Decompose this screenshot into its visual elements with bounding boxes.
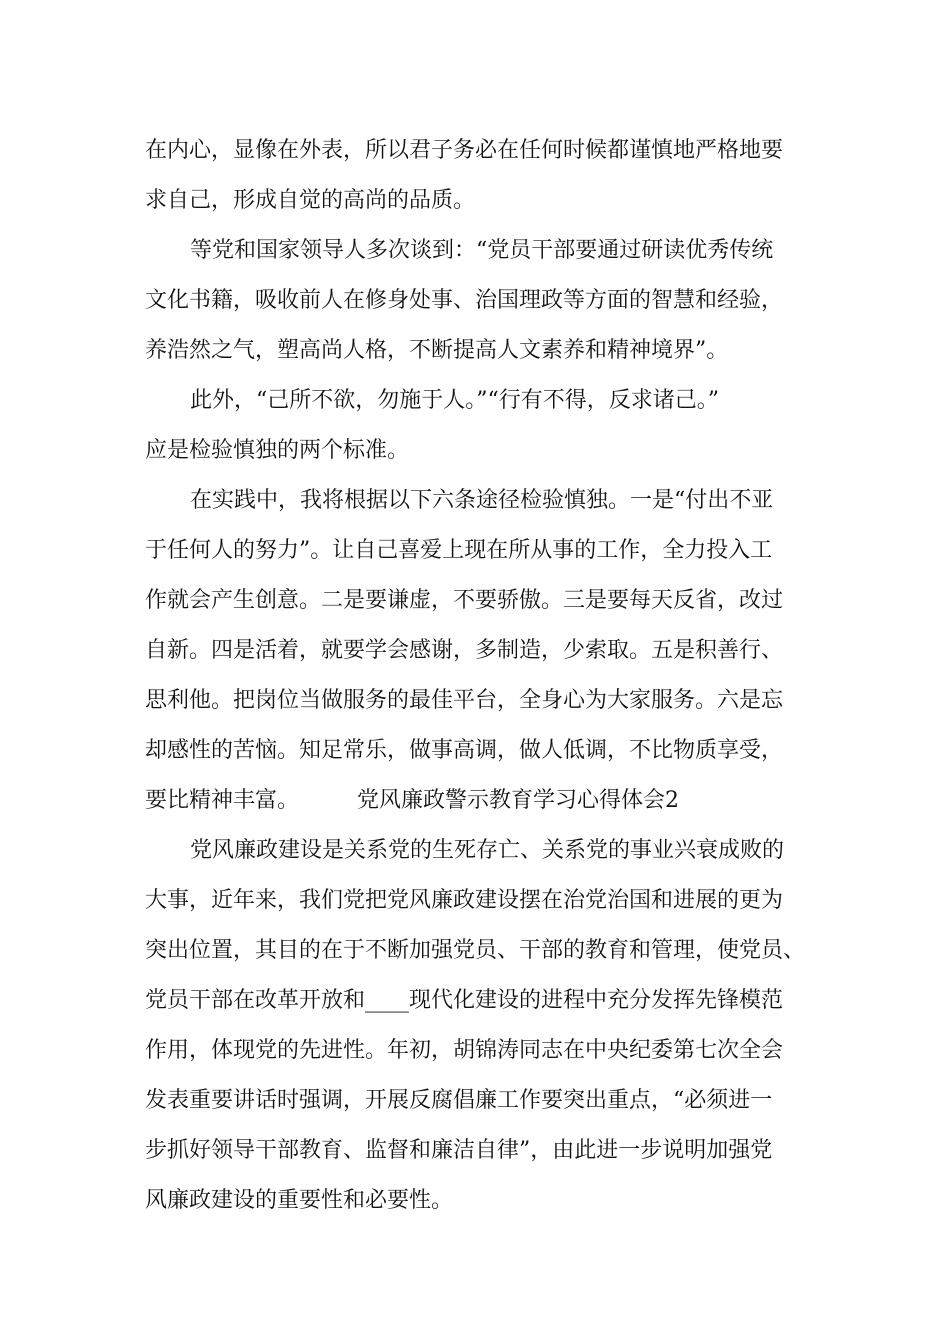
section-heading: 党风廉政警示教育学习心得体会2 [357,788,680,813]
text-fragment: 要比精神丰富。 [145,788,300,813]
paragraph-first-line: 党风廉政建设是关系党的生死存亡、关系党的事业兴衰成败的 [190,838,785,863]
text-line: 大事，近年来，我们党把党风廉政建设摆在治党治国和进展的更为 [145,888,784,913]
paragraph-first-line: 在实践中，我将根据以下六条途径检验慎独。一是“付出不亚 [190,488,774,513]
text-line: 养浩然之气，塑高尚人格，不断提高人文素养和精神境界”。 [145,338,729,363]
text-line: 风廉政建设的重要性和必要性。 [145,1188,454,1213]
text-line: 在内心，显像在外表，所以君子务必在任何时候都谨慎地严格地要 [145,138,784,163]
text-line: 于任何人的努力”。让自己喜爱上现在所从事的工作，全力投入工 [145,538,773,563]
text-line: 思利他。把岗位当做服务的最佳平台，全身心为大家服务。六是忘 [145,688,784,713]
text-line: 步抓好领导干部教育、监督和廉洁自律”，由此进一步说明加强党 [145,1138,773,1163]
text-line: 突出位置，其目的在于不断加强党员、干部的教育和管理，使党员、 [145,938,806,963]
text-line: 应是检验慎独的两个标准。 [145,438,410,463]
text-line: 发表重要讲话时强调，开展反腐倡廉工作要突出重点，“必须进一 [145,1088,773,1113]
text-line: 自新。四是活着，就要学会感谢，多制造，少索取。五是积善行、 [145,638,784,663]
paragraph-first-line: 等党和国家领导人多次谈到：“党员干部要通过研读优秀传统 [190,238,774,263]
text-line-with-heading [145,776,679,826]
paragraph-first-line: 此外，“己所不欲，勿施于人。”“行有不得，反求诸己。” [190,388,719,413]
text-line: 作就会产生创意。二是要谦虚，不要骄傲。三是要每天反省，改过 [145,588,784,613]
text-line: 求自己，形成自觉的高尚的品质。 [145,188,476,213]
text-line: 文化书籍，吸收前人在修身处事、治国理政等方面的智慧和经验， [145,288,784,313]
text-line: 作用，体现党的先进性。年初，胡锦涛同志在中央纪委第七次全会 [145,1038,784,1063]
text-line: 党员干部在改革开放和____现代化建设的进程中充分发挥先锋模范 [145,988,784,1013]
text-line: 却感性的苦恼。知足常乐，做事高调，做人低调，不比物质享受， [145,738,784,763]
